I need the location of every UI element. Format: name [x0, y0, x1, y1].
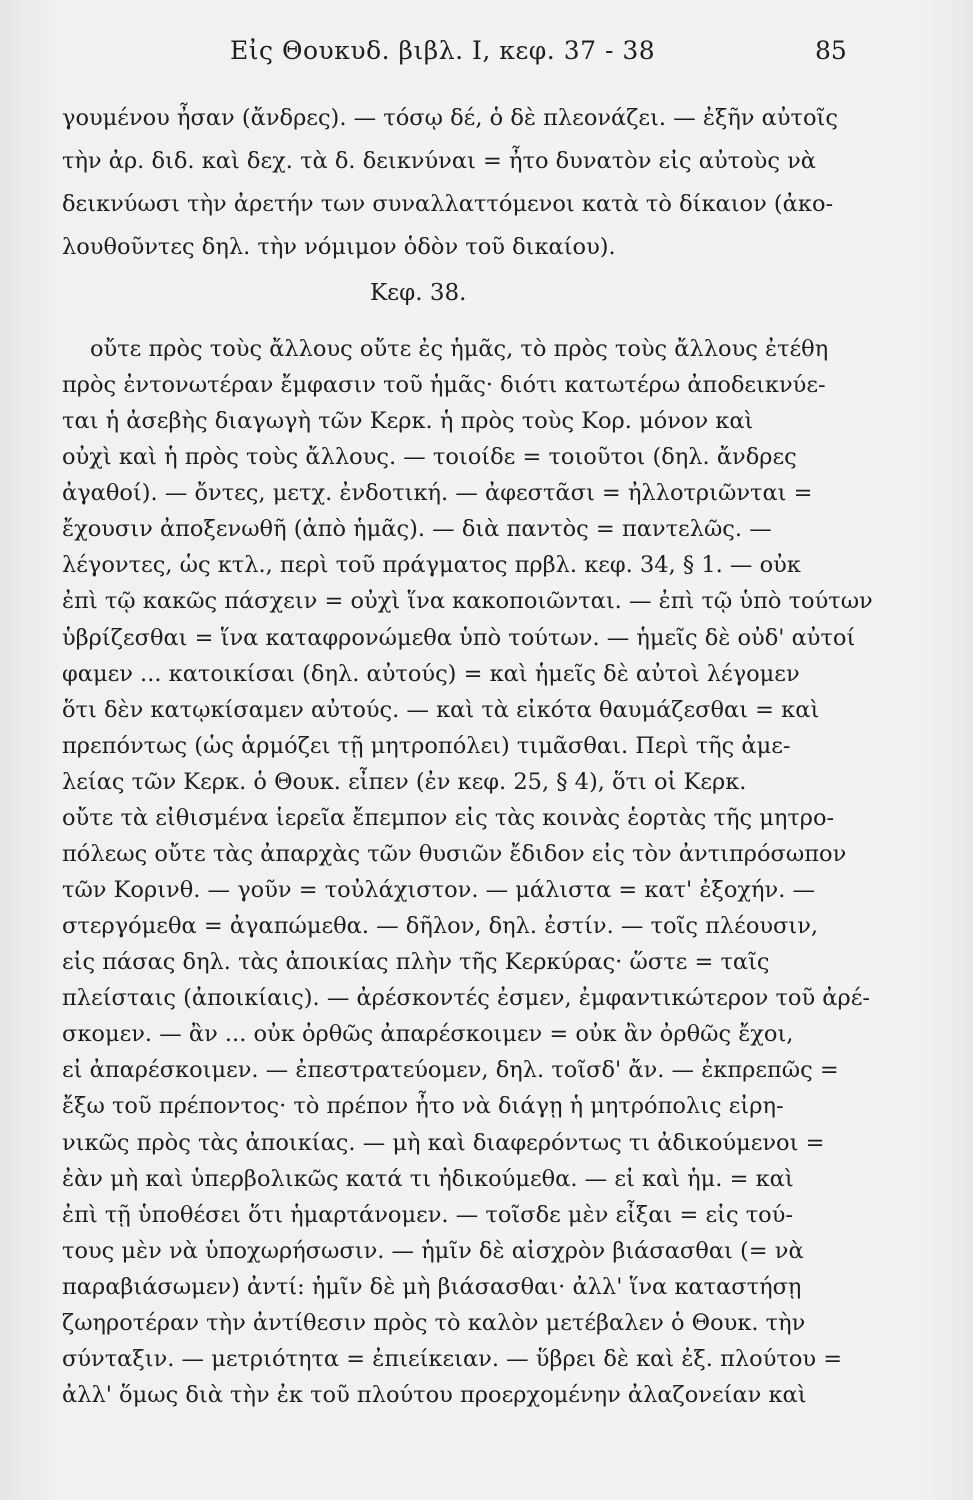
text-line: λείας τῶν Κερκ. ὁ Θουκ. εἶπεν (ἐν κεφ. 25, § 4), ὅτι οἱ Κερκ. [62, 769, 747, 795]
text-line: ἐπὶ τῇ ὑποθέσει ὅτι ἡμαρτάνομεν. — τοῖσδε μὲν εἶξαι = εἰς τού- [62, 1202, 793, 1228]
text-line: ται ἡ ἀσεβὴς διαγωγὴ τῶν Κερκ. ἡ πρὸς τοὺς Κορ. μόνον καὶ [62, 408, 754, 434]
text-line: σκομεν. — ἂν ... οὐκ ὀρθῶς ἀπαρέσκοιμεν = οὐκ ἂν ὀρθῶς ἔχοι, [62, 1021, 794, 1047]
text-line: πρεπόντως (ὡς ἁρμόζει τῇ μητροπόλει) τιμᾶσθαι. Περὶ τῆς ἀμε- [62, 733, 791, 759]
text-line: ὅτι δὲν κατῳκίσαμεν αὐτούς. — καὶ τὰ εἰκότα θαυμάζεσθαι = καὶ [62, 697, 820, 723]
text-line: οὔτε πρὸς τοὺς ἄλλους οὔτε ἐς ἡμᾶς, τὸ πρὸς τοὺς ἄλλους ἐτέθη [90, 336, 829, 362]
text-line: ἀλλ' ὅμως διὰ τὴν ἐκ τοῦ πλούτου προερχομένην ἀλαζονείαν καὶ [62, 1382, 807, 1408]
text-line: γουμένου ἦσαν (ἄνδρες). — τόσῳ δέ, ὁ δὲ πλεονάζει. — ἐξῆν αὐτοῖς [62, 105, 838, 131]
text-line: ὑβρίζεσθαι = ἵνα καταφρονώμεθα ὑπὸ τούτων. — ἡμεῖς δὲ οὐδ' αὐτοί [62, 625, 856, 651]
text-line: δεικνύωσι τὴν ἀρετήν των συναλλαττόμενοι κατὰ τὸ δίκαιον (ἀκο- [62, 191, 834, 217]
text-line: τῶν Κορινθ. — γοῦν = τοὐλάχιστον. — μάλιστα = κατ' ἐξοχήν. — [62, 877, 815, 903]
text-line: στεργόμεθα = ἀγαπώμεθα. — δῆλον, δηλ. ἐστίν. — τοῖς πλέουσιν, [62, 913, 819, 939]
text-line: οὔτε τὰ εἰθισμένα ἱερεῖα ἔπεμπον εἰς τὰς κοινὰς ἑορτὰς τῆς μητρο- [62, 805, 835, 831]
text-line: πρὸς ἐντονωτέραν ἔμφασιν τοῦ ἡμᾶς· διότι κατωτέρω ἀποδεικνύε- [62, 372, 826, 398]
text-line: ἀγαθοί). — ὄντες, μετχ. ἐνδοτική. — ἀφεστᾶσι = ἠλλοτριῶνται = [62, 480, 813, 506]
text-line: σύνταξιν. — μετριότητα = ἐπιείκειαν. — ὕβρει δὲ καὶ ἐξ. πλούτου = [62, 1346, 843, 1372]
running-head: Εἰς Θουκυδ. βιβλ. I, κεφ. 37 - 38 [230, 36, 656, 65]
text-line: παραβιάσωμεν) ἀντί: ἡμῖν δὲ μὴ βιάσασθαι· ἀλλ' ἵνα καταστήσῃ [62, 1274, 802, 1300]
text-line: πόλεως οὔτε τὰς ἀπαρχὰς τῶν θυσιῶν ἔδιδον εἰς τὸν ἀντιπρόσωπον [62, 841, 847, 867]
text-line: λουθοῦντες δηλ. τὴν νόμιμον ὁδὸν τοῦ δικαίου). [62, 234, 616, 260]
text-line: τὴν ἀρ. διδ. καὶ δεχ. τὰ δ. δεικνύναι = ἦτο δυνατὸν εἰς αὐτοὺς νὰ [62, 148, 816, 174]
text-line: εἰ ἀπαρέσκοιμεν. — ἐπεστρατεύομεν, δηλ. τοῖσδ' ἄν. — ἐκπρεπῶς = [62, 1057, 839, 1083]
section-heading: Κεφ. 38. [370, 280, 467, 306]
text-line: ζωηροτέραν τὴν ἀντίθεσιν πρὸς τὸ καλὸν μετέβαλεν ὁ Θουκ. τὴν [62, 1310, 806, 1336]
text-line: νικῶς πρὸς τὰς ἀποικίας. — μὴ καὶ διαφερόντως τι ἀδικούμενοι = [62, 1130, 825, 1156]
text-line: ἐὰν μὴ καὶ ὑπερβολικῶς κατά τι ἠδικούμεθα. — εἰ καὶ ἡμ. = καὶ [62, 1166, 794, 1192]
text-line: ἔχουσιν ἀποξενωθῆ (ἀπὸ ἡμᾶς). — διὰ παντὸς = παντελῶς. — [62, 516, 772, 542]
text-line: εἰς πάσας δηλ. τὰς ἀποικίας πλὴν τῆς Κερκύρας· ὥστε = ταῖς [62, 949, 770, 975]
text-line: ἐπὶ τῷ κακῶς πάσχειν = οὐχὶ ἵνα κακοποιῶνται. — ἐπὶ τῷ ὑπὸ τούτων [62, 588, 873, 614]
text-line: τους μὲν νὰ ὑποχωρήσωσιν. — ἡμῖν δὲ αἰσχρὸν βιάσασθαι (= νὰ [62, 1238, 804, 1264]
page-number: 85 [815, 36, 847, 65]
text-line: πλείσταις (ἀποικίαις). — ἀρέσκοντές ἐσμεν, ἐμφαντικώτερον τοῦ ἀρέ- [62, 985, 870, 1011]
text-line: οὐχὶ καὶ ἡ πρὸς τοὺς ἄλλους. — τοιοίδε = τοιοῦτοι (δηλ. ἄνδρες [62, 444, 797, 470]
text-line: λέγοντες, ὡς κτλ., περὶ τοῦ πράγματος πρβλ. κεφ. 34, § 1. — οὐκ [62, 552, 801, 578]
text-line: φαμεν ... κατοικίσαι (δηλ. αὐτούς) = καὶ ἡμεῖς δὲ αὐτοὶ λέγομεν [62, 661, 800, 687]
text-line: ἔξω τοῦ πρέποντος· τὸ πρέπον ἦτο νὰ διάγῃ ἡ μητρόπολις εἰρη- [62, 1093, 784, 1119]
